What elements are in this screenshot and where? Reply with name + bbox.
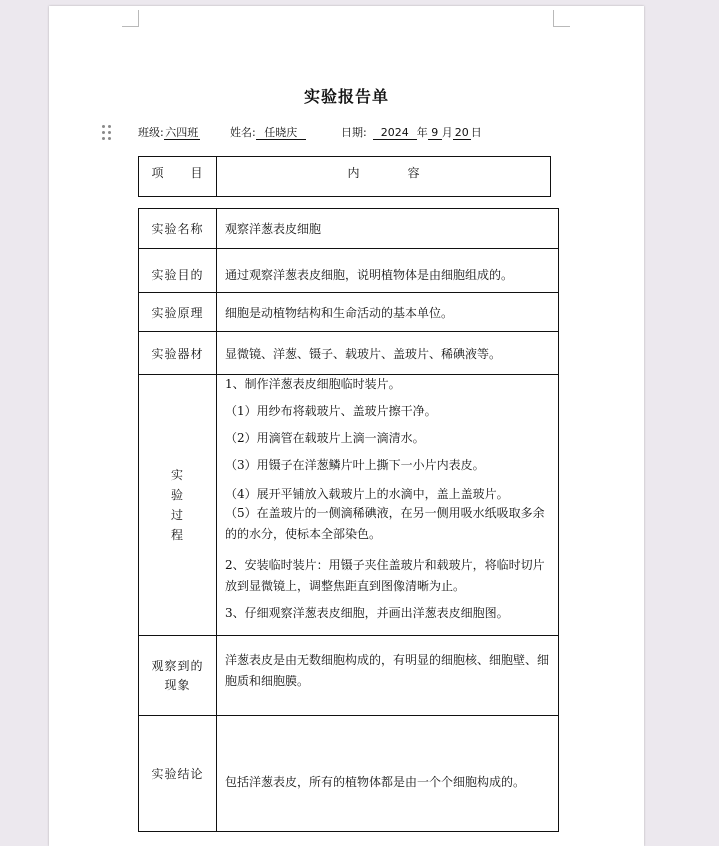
date-year: 2024 <box>373 126 417 140</box>
process-line: 2、安装临时装片：用镊子夹住盖玻片和载玻片，将临时切片放到显微镜上，调整焦距直到图像清晰为止。 <box>225 558 545 593</box>
document-title: 实验报告单 <box>303 87 389 106</box>
process-content <box>217 375 559 636</box>
process-line: （4）展开平铺放入载玻片上的水滴中，盖上盖玻片。 <box>225 487 509 501</box>
table-row <box>139 209 559 249</box>
header-item: 项 目 <box>139 157 217 197</box>
process-line: （5）在盖玻片的一侧滴稀碘液，在另一侧用吸水纸吸取多余的的水分，使标本全部染色。 <box>225 506 545 541</box>
margin-corner-mark <box>553 10 570 27</box>
row-value: 细胞是动植物结构和生命活动的基本单位。 <box>217 293 559 332</box>
date-field <box>341 124 482 140</box>
observation-label: 观察到的 现象 <box>139 636 217 716</box>
process-line: （3）用镊子在洋葱鳞片叶上撕下一小片内表皮。 <box>225 458 485 472</box>
month-unit: 月 <box>441 126 453 139</box>
name-label: 姓名: <box>230 126 256 139</box>
name-field <box>230 124 306 140</box>
table-row-observation <box>139 636 559 716</box>
process-line: （1）用纱布将载玻片、盖玻片擦干净。 <box>225 404 437 418</box>
margin-corner-mark <box>122 10 139 27</box>
date-day: 20 <box>454 126 469 139</box>
table-row <box>139 293 559 332</box>
date-label: 日期: <box>341 126 367 139</box>
document-page <box>49 6 644 846</box>
row-label: 实验原理 <box>139 293 217 332</box>
conclusion-label: 实验结论 <box>139 716 217 832</box>
class-value: 六四班 <box>165 126 199 139</box>
row-label: 实验目的 <box>139 249 217 293</box>
table-row-process <box>139 375 559 636</box>
conclusion-value: 包括洋葱表皮，所有的植物体都是由一个个细胞构成的。 <box>217 716 559 832</box>
row-value: 显微镜、洋葱、镊子、载玻片、盖玻片、稀碘液等。 <box>217 332 559 375</box>
process-label: 实 验 过 程 <box>139 375 217 636</box>
year-unit: 年 <box>416 126 428 139</box>
day-unit: 日 <box>470 126 482 139</box>
table-row-conclusion <box>139 716 559 832</box>
row-label: 实验名称 <box>139 209 217 249</box>
row-value: 通过观察洋葱表皮细胞，说明植物体是由细胞组成的。 <box>217 249 559 293</box>
process-line: 1、制作洋葱表皮细胞临时装片。 <box>225 377 401 391</box>
date-month: 9 <box>428 126 442 140</box>
class-field <box>138 124 200 140</box>
row-value: 观察洋葱表皮细胞 <box>217 209 559 249</box>
header-content: 内 容 <box>217 157 551 197</box>
process-line: 3、仔细观察洋葱表皮细胞，并画出洋葱表皮细胞图。 <box>225 606 509 620</box>
row-label: 实验器材 <box>139 332 217 375</box>
table-row <box>139 332 559 375</box>
table-move-handle-icon[interactable] <box>102 125 112 141</box>
header-table <box>138 156 551 197</box>
table-row <box>139 249 559 293</box>
name-value: 任晓庆 <box>256 126 306 140</box>
class-label: 班级: <box>138 126 164 139</box>
process-line: （2）用滴管在载玻片上滴一滴清水。 <box>225 431 425 445</box>
observation-value: 洋葱表皮是由无数细胞构成的，有明显的细胞核、细胞壁、细胞质和细胞膜。 <box>217 636 559 716</box>
report-table <box>138 208 559 832</box>
